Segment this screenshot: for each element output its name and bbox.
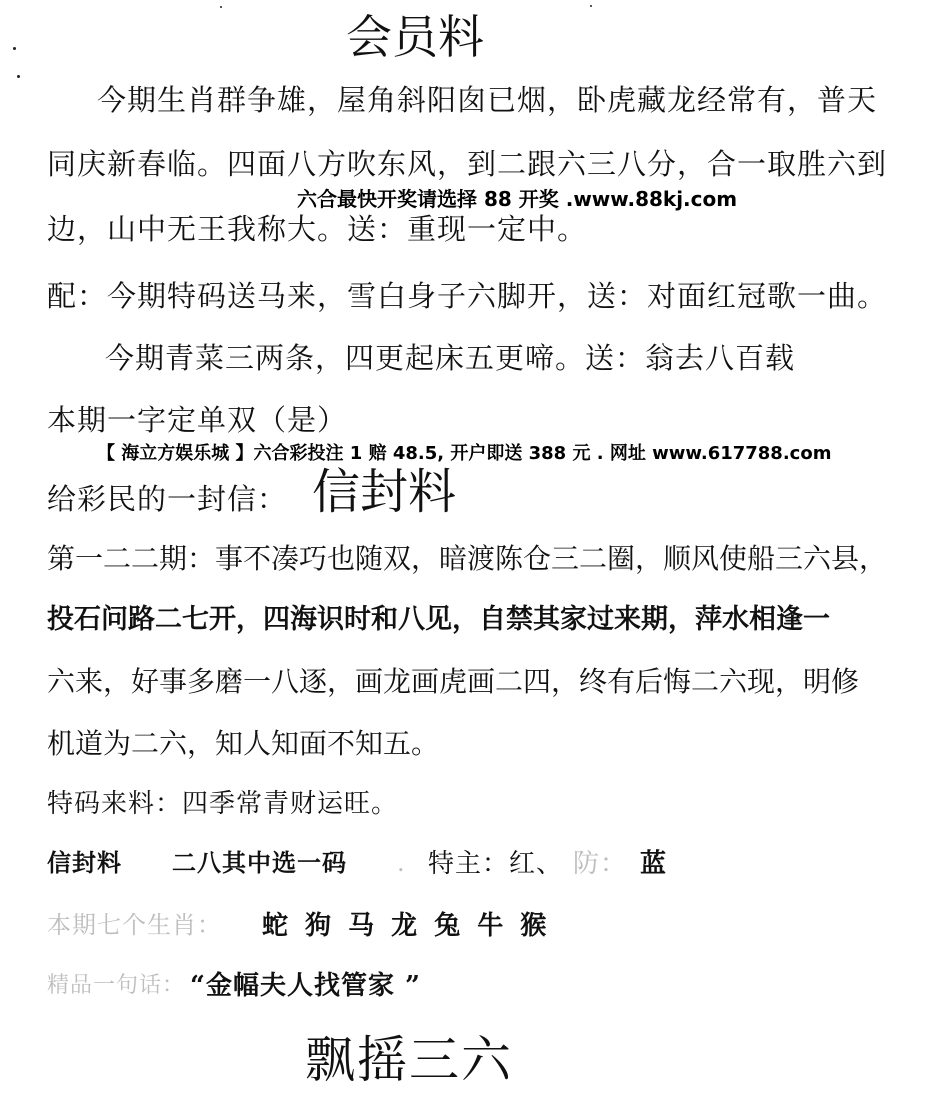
- quote-text: “金幅夫人找管家 ”: [190, 971, 421, 1001]
- bottom-title: 飘摇三六: [305, 1031, 513, 1089]
- issue-line1: 第一二二期：事不凑巧也随双，暗渡陈仓三二圈，顺风使船三六县，: [47, 542, 888, 575]
- danshuang-line: 本期一字定单双（是）: [47, 403, 348, 437]
- issue-line2: 投石问路二七开，四海识时和八见，自禁其家过来期，萍水相逢一: [47, 604, 830, 635]
- scan-speck: [590, 5, 592, 7]
- qingcai-line: 今期青菜三两条，四更起床五更啼。送：翁去八百载: [105, 341, 796, 375]
- zodiac-label: 本期七个生肖：: [47, 911, 222, 939]
- scan-speck: [17, 75, 20, 78]
- xinfeng-color: 蓝: [640, 849, 668, 879]
- banner-88kj: 六合最快开奖请选择 88 开奖 .www.88kj.com: [297, 187, 738, 211]
- letter-title: 信封料: [312, 464, 457, 520]
- banner-617788: 【 海立方娱乐城 】六合彩投注 1 赔 48.5, 开户即送 388 元 . 网址 www.617788.com: [97, 443, 832, 464]
- letter-prefix: 给彩民的一封信：: [47, 482, 288, 516]
- para1-line2: 同庆新春临。四面八方吹东风，到二跟六三八分，合一取胜六到: [47, 147, 888, 181]
- scan-speck: [220, 6, 222, 8]
- xinfeng-fang: 防：: [573, 849, 628, 879]
- quote-label: 精品一句话：: [47, 973, 186, 998]
- para1-line3: 边，山中无王我称大。送：重现一定中。: [47, 212, 588, 246]
- para1-line1: 今期生肖群争雄，屋角斜阳囱已烟，卧虎藏龙经常有，普天: [97, 83, 878, 117]
- xinfeng-pick: 二八其中选一码: [172, 848, 347, 877]
- xinfeng-dot: .: [397, 849, 406, 877]
- tema-line: 特码来料：四季常青财运旺。: [47, 789, 399, 819]
- pei-line: 配：今期特码送马来，雪白身子六脚开，送：对面红冠歌一曲。: [47, 279, 888, 313]
- issue-line3: 六来，好事多磨一八逐，画龙画虎画二四，终有后悔二六现，明修: [47, 665, 860, 698]
- xinfeng-main: 特主：红、: [428, 849, 564, 879]
- scan-speck: [13, 47, 16, 50]
- xinfeng-label: 信封料: [47, 848, 122, 877]
- zodiac-values: 蛇 狗 马 龙 兔 牛 猴: [262, 911, 551, 941]
- member-title: 会员料: [346, 10, 484, 64]
- issue-line4: 机道为二六，知人知面不知五。: [47, 727, 440, 760]
